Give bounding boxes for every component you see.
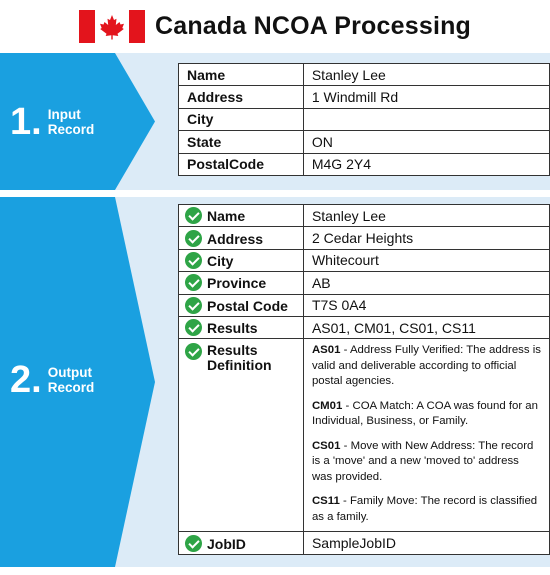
field-address-label: Address <box>179 86 304 108</box>
field-province-value: AB <box>303 272 549 294</box>
table-row <box>179 64 550 86</box>
field-address-value: 2 Cedar Heights <box>303 227 549 249</box>
input-step-label: Input Record <box>47 107 95 137</box>
output-step-marker <box>10 361 94 399</box>
input-record-table <box>178 63 550 176</box>
field-name-label: Name <box>179 205 304 227</box>
field-postal-code-value: T7S 0A4 <box>303 294 549 316</box>
field-city-value: Whitecourt <box>303 249 549 271</box>
table-row <box>179 131 550 153</box>
check-icon <box>185 319 202 336</box>
field-state-value: ON <box>303 131 549 153</box>
table-row <box>179 86 550 108</box>
field-city-label: City <box>179 249 304 271</box>
field-results-value: AS01, CM01, CS01, CS11 <box>303 316 549 338</box>
field-province-label: Province <box>179 272 304 294</box>
check-icon <box>185 252 202 269</box>
table-row <box>179 249 550 271</box>
definition-item: CS11 - Family Move: The record is classified as a family. <box>311 495 538 523</box>
field-name-value: Stanley Lee <box>303 205 549 227</box>
output-step-number: 2. <box>10 359 42 401</box>
table-row <box>179 108 550 130</box>
field-address-label: Address <box>179 227 304 249</box>
output-record-table <box>178 204 550 555</box>
output-step-label: Output Record <box>47 365 95 395</box>
table-row <box>179 339 550 532</box>
check-icon <box>185 535 202 552</box>
table-row <box>179 153 550 175</box>
field-jobid-label: JobID <box>179 532 304 554</box>
field-name-label: Name <box>179 64 304 86</box>
definition-item: CS01 - Move with New Address: The record is a 'move' and a new 'moved to' address was provided. <box>311 439 534 483</box>
definition-item: AS01 - Address Fully Verified: The address is valid and deliverable according to official postal agencies. <box>311 344 541 388</box>
field-postalcode-label: PostalCode <box>179 153 304 175</box>
header <box>0 0 550 53</box>
input-step-marker <box>10 103 94 141</box>
table-row <box>179 532 550 554</box>
field-results-definition-value <box>303 339 549 532</box>
field-jobid-value: SampleJobID <box>303 532 549 554</box>
check-icon <box>185 230 202 247</box>
table-row <box>179 227 550 249</box>
canada-flag-icon <box>79 10 145 43</box>
table-row <box>179 294 550 316</box>
field-results-label: Results <box>179 316 304 338</box>
check-icon <box>185 297 202 314</box>
field-state-label: State <box>179 131 304 153</box>
field-city-label: City <box>179 108 304 130</box>
field-address-value: 1 Windmill Rd <box>303 86 549 108</box>
table-row <box>179 205 550 227</box>
field-city-value <box>303 108 549 130</box>
input-step-number: 1. <box>10 101 42 143</box>
check-icon <box>185 207 202 224</box>
table-row <box>179 272 550 294</box>
field-results-definition-label: Results Definition <box>179 339 304 532</box>
page-title: Canada NCOA Processing <box>154 12 472 40</box>
field-postal-code-label: Postal Code <box>179 294 304 316</box>
table-row <box>179 316 550 338</box>
check-icon <box>185 274 202 291</box>
check-icon <box>185 343 202 360</box>
field-name-value: Stanley Lee <box>303 64 549 86</box>
field-postalcode-value: M4G 2Y4 <box>303 153 549 175</box>
definition-item: CM01 - COA Match: A COA was found for an Individual, Business, or Family. <box>311 399 538 428</box>
